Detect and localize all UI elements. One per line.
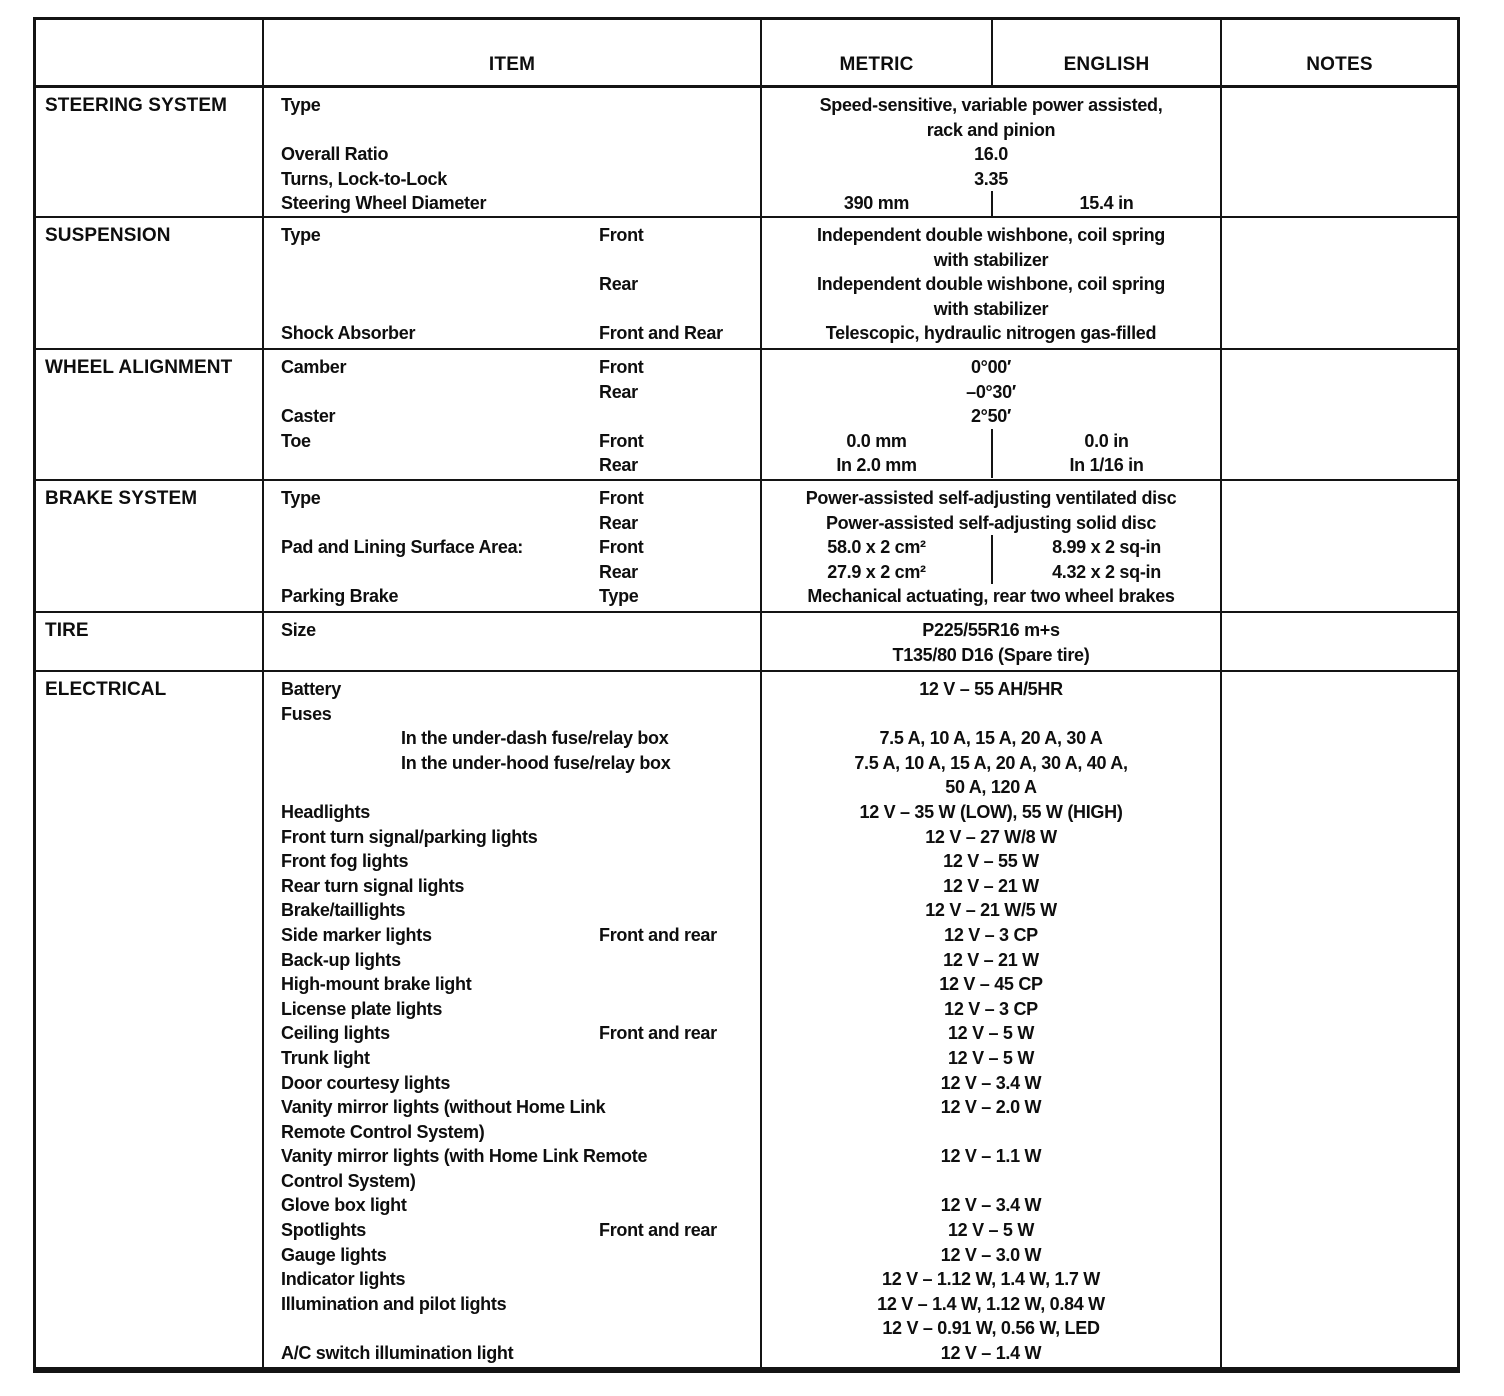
item-column <box>264 613 762 670</box>
spec-value: 12 V – 5 W <box>947 1220 1035 1241</box>
spec-value: 12 V – 5 W <box>947 1047 1035 1068</box>
value-lines <box>762 350 1220 478</box>
spec-value: 12 V – 3.4 W <box>940 1195 1042 1216</box>
item-column <box>264 350 762 479</box>
item-line <box>264 1218 760 1243</box>
item-line <box>264 726 760 751</box>
item-lines <box>264 481 760 609</box>
item-label: Glove box light <box>281 1195 407 1216</box>
spec-value: 16.0 <box>974 144 1008 165</box>
item-line <box>264 923 760 948</box>
values-column <box>762 613 1222 670</box>
section-row-electrical <box>36 672 1457 1367</box>
item-label: Side marker lights <box>281 924 432 945</box>
item-line <box>264 560 760 585</box>
spec-value: 12 V – 1.4 W <box>940 1343 1042 1364</box>
item-line <box>264 118 760 143</box>
item-line <box>264 1267 760 1292</box>
item-position: Front and rear <box>599 1023 717 1044</box>
item-line <box>264 191 760 216</box>
item-line <box>264 1341 760 1366</box>
item-line <box>264 1095 760 1120</box>
item-label: Pad and Lining Surface Area: <box>281 537 523 558</box>
section-label-cell <box>36 672 264 1367</box>
notes-cell <box>1222 350 1457 479</box>
spec-value: 0°00′ <box>970 357 1012 377</box>
item-label: In the under-dash fuse/relay box <box>401 728 669 749</box>
spec-value: –0°30′ <box>966 381 1016 402</box>
item-line <box>264 584 760 609</box>
section-label: SUSPENSION <box>45 225 171 246</box>
item-label: Brake/taillights <box>281 900 406 921</box>
value-lines <box>762 88 1220 216</box>
item-line <box>264 1071 760 1096</box>
spec-table-body <box>36 88 1457 1367</box>
spec-value: 7.5 A, 10 A, 15 A, 20 A, 30 A <box>879 728 1103 749</box>
spec-value: 12 V – 1.4 W, 1.12 W, 0.84 W <box>877 1293 1105 1314</box>
blank-value-line <box>762 702 1220 727</box>
section-label-cell <box>36 218 264 348</box>
item-position: Front <box>599 488 644 508</box>
item-line <box>264 972 760 997</box>
item-column <box>264 218 762 348</box>
values-column <box>762 481 1222 611</box>
metric-value: 58.0 x 2 cm² <box>762 535 993 560</box>
spec-value: Mechanical actuating, rear two wheel brakes <box>807 586 1175 607</box>
spec-value: 12 V – 45 CP <box>939 974 1043 995</box>
item-label: Rear turn signal lights <box>281 875 465 896</box>
english-value: 8.99 x 2 sq-in <box>1052 537 1161 558</box>
spec-value: Independent double wishbone, coil spring <box>816 225 1165 245</box>
metric-value: 0.0 mm <box>762 429 993 454</box>
item-label: Toe <box>281 430 311 451</box>
spec-value: 2°50′ <box>970 406 1012 427</box>
item-label: Caster <box>281 406 336 427</box>
notes-cell <box>1222 218 1457 348</box>
item-line <box>264 997 760 1022</box>
metric-value: In 2.0 mm <box>762 453 993 478</box>
item-line <box>264 453 760 478</box>
values-column <box>762 88 1222 216</box>
notes-cell <box>1222 88 1457 216</box>
item-line <box>264 702 760 727</box>
item-column <box>264 672 762 1367</box>
item-line <box>264 849 760 874</box>
item-label: Size <box>281 620 316 640</box>
item-label: Gauge lights <box>281 1244 387 1265</box>
item-label: Battery <box>281 679 341 699</box>
header-blank-cell <box>36 20 264 85</box>
item-label: Ceiling lights <box>281 1023 390 1044</box>
value-line <box>762 535 1220 560</box>
english-value: In 1/16 in <box>1069 455 1144 476</box>
item-position: Front and rear <box>599 924 717 945</box>
english-value: 4.32 x 2 sq-in <box>1052 561 1161 582</box>
item-label: Type <box>281 488 321 508</box>
spec-value: 12 V – 55 AH/5HR <box>919 679 1063 699</box>
spec-table <box>33 17 1460 1373</box>
item-label: High-mount brake light <box>281 974 472 995</box>
header-values-group <box>762 20 1222 85</box>
item-label: Type <box>281 225 321 245</box>
item-label: A/C switch illumination light <box>281 1343 514 1364</box>
item-label: Indicator lights <box>281 1269 406 1290</box>
item-position: Rear <box>599 512 638 533</box>
item-label: Spotlights <box>281 1220 366 1241</box>
spec-value: 7.5 A, 10 A, 15 A, 20 A, 30 A, 40 A, <box>854 752 1128 773</box>
item-line <box>264 223 760 248</box>
item-label: Parking Brake <box>281 586 399 607</box>
notes-cell <box>1222 672 1457 1367</box>
item-line <box>264 142 760 167</box>
header-english-label: ENGLISH <box>1063 54 1150 75</box>
item-label: Door courtesy lights <box>281 1072 451 1093</box>
section-row-steering-system <box>36 88 1457 218</box>
item-lines <box>264 350 760 478</box>
spec-value: 12 V – 2.0 W <box>940 1097 1042 1118</box>
spec-value: 3.35 <box>974 168 1008 189</box>
item-line <box>264 535 760 560</box>
value-line <box>762 429 1220 454</box>
spec-value: 12 V – 21 W <box>943 875 1039 896</box>
spec-value: Speed-sensitive, variable power assisted, <box>819 95 1163 115</box>
item-line <box>264 1144 760 1169</box>
item-position: Rear <box>599 274 638 295</box>
values-column <box>762 350 1222 479</box>
value-lines <box>762 218 1220 346</box>
item-line <box>264 1120 760 1145</box>
item-line <box>264 429 760 454</box>
item-column <box>264 88 762 216</box>
blank-value-line <box>762 1120 1220 1145</box>
item-line <box>264 948 760 973</box>
item-line <box>264 321 760 346</box>
spec-value: 12 V – 1.1 W <box>940 1146 1042 1167</box>
spec-value: with stabilizer <box>933 249 1049 270</box>
item-line <box>264 93 760 118</box>
item-line <box>264 1193 760 1218</box>
section-row-brake-system <box>36 481 1457 613</box>
item-lines <box>264 218 760 346</box>
value-lines <box>762 613 1220 667</box>
item-line <box>264 404 760 429</box>
spec-value: rack and pinion <box>926 119 1056 140</box>
spec-value: 12 V – 3 CP <box>944 924 1038 945</box>
value-line <box>762 560 1220 585</box>
item-line <box>264 825 760 850</box>
spec-value: 12 V – 5 W <box>947 1023 1035 1044</box>
section-label-cell <box>36 613 264 670</box>
section-label: BRAKE SYSTEM <box>45 488 198 509</box>
item-line <box>264 751 760 776</box>
spec-value: 12 V – 0.91 W, 0.56 W, LED <box>882 1318 1100 1339</box>
spec-value: T135/80 D16 (Spare tire) <box>892 644 1090 665</box>
item-line <box>264 167 760 192</box>
item-line <box>264 800 760 825</box>
item-label: Vanity mirror lights (with Home Link Remote <box>281 1146 648 1167</box>
item-line <box>264 272 760 297</box>
item-line <box>264 486 760 511</box>
item-line <box>264 1169 760 1194</box>
table-header-row <box>36 20 1457 88</box>
item-line <box>264 511 760 536</box>
spec-value: Independent double wishbone, coil spring <box>816 274 1165 295</box>
item-label: Back-up lights <box>281 949 401 970</box>
notes-cell <box>1222 481 1457 611</box>
item-position: Rear <box>599 381 638 402</box>
item-label: Trunk light <box>281 1047 370 1068</box>
item-label: Vanity mirror lights (without Home Link <box>281 1097 606 1118</box>
header-notes-label: NOTES <box>1306 54 1373 75</box>
section-label: WHEEL ALIGNMENT <box>45 357 233 378</box>
spec-value: 12 V – 3 CP <box>944 998 1038 1019</box>
value-lines <box>762 672 1220 1366</box>
spec-value: 12 V – 27 W/8 W <box>925 826 1057 847</box>
item-label: In the under-hood fuse/relay box <box>401 752 671 773</box>
item-label: Control System) <box>281 1170 416 1191</box>
section-label-cell <box>36 88 264 216</box>
item-line <box>264 297 760 322</box>
section-label: STEERING SYSTEM <box>45 95 228 116</box>
item-lines <box>264 88 760 216</box>
spec-value: Telescopic, hydraulic nitrogen gas-filled <box>825 323 1157 344</box>
item-position: Front <box>599 225 644 245</box>
spec-value: Power-assisted self-adjusting solid disc <box>825 512 1157 533</box>
item-line <box>264 643 760 668</box>
item-label: Front fog lights <box>281 851 409 872</box>
blank-value-line <box>762 1169 1220 1194</box>
item-label: Illumination and pilot lights <box>281 1293 507 1314</box>
spec-value: 50 A, 120 A <box>945 777 1037 798</box>
item-line <box>264 618 760 643</box>
item-line <box>264 248 760 273</box>
spec-value: 12 V – 55 W <box>943 851 1039 872</box>
item-label: Overall Ratio <box>281 144 389 165</box>
item-label: Headlights <box>281 801 371 822</box>
item-label: Remote Control System) <box>281 1121 485 1142</box>
section-row-wheel-alignment <box>36 350 1457 481</box>
item-lines <box>264 672 760 1366</box>
item-label: Turns, Lock-to-Lock <box>281 168 447 189</box>
header-item-label: ITEM <box>264 20 762 85</box>
spec-value: with stabilizer <box>933 298 1049 319</box>
section-row-tire <box>36 613 1457 672</box>
spec-value: Power-assisted self-adjusting ventilated disc <box>805 488 1177 508</box>
spec-value: 12 V – 35 W (LOW), 55 W (HIGH) <box>859 801 1123 822</box>
item-label: Shock Absorber <box>281 323 416 344</box>
spec-value: P225/55R16 m+s <box>922 620 1060 640</box>
item-column <box>264 481 762 611</box>
item-line <box>264 380 760 405</box>
header-metric-label: METRIC <box>762 20 993 85</box>
item-line <box>264 1046 760 1071</box>
item-line <box>264 775 760 800</box>
item-line <box>264 1292 760 1317</box>
item-label: License plate lights <box>281 998 443 1019</box>
item-line <box>264 1243 760 1268</box>
spec-value: 12 V – 1.12 W, 1.4 W, 1.7 W <box>881 1269 1100 1290</box>
section-label-cell <box>36 481 264 611</box>
item-label: Front turn signal/parking lights <box>281 826 538 847</box>
metric-value: 27.9 x 2 cm² <box>762 560 993 585</box>
values-column <box>762 218 1222 348</box>
section-label: TIRE <box>45 620 89 641</box>
english-value: 15.4 in <box>1079 193 1134 214</box>
item-line <box>264 898 760 923</box>
value-line <box>762 453 1220 478</box>
spec-value: 12 V – 3.0 W <box>940 1244 1042 1265</box>
item-lines <box>264 613 760 667</box>
item-position: Front <box>599 430 644 451</box>
value-line <box>762 191 1220 216</box>
item-line <box>264 1021 760 1046</box>
item-label: Type <box>281 95 321 115</box>
item-position: Type <box>599 586 639 607</box>
item-line <box>264 355 760 380</box>
notes-cell <box>1222 613 1457 670</box>
metric-value: 390 mm <box>762 191 993 216</box>
item-label: Camber <box>281 357 347 377</box>
item-label: Steering Wheel Diameter <box>281 193 487 214</box>
spec-value: 12 V – 21 W <box>943 949 1039 970</box>
value-lines <box>762 481 1220 609</box>
item-position: Rear <box>599 455 638 476</box>
spec-value: 12 V – 3.4 W <box>940 1072 1042 1093</box>
item-line <box>264 1316 760 1341</box>
item-position: Front <box>599 357 644 377</box>
section-label: ELECTRICAL <box>45 679 167 700</box>
item-position: Front and Rear <box>599 323 723 344</box>
section-label-cell <box>36 350 264 479</box>
spec-value: 12 V – 21 W/5 W <box>925 900 1057 921</box>
item-line <box>264 874 760 899</box>
item-position: Front <box>599 537 644 558</box>
section-row-suspension <box>36 218 1457 350</box>
values-column <box>762 672 1222 1367</box>
item-label: Fuses <box>281 703 332 724</box>
item-line <box>264 677 760 702</box>
item-position: Rear <box>599 561 638 582</box>
item-position: Front and rear <box>599 1220 717 1241</box>
english-value: 0.0 in <box>1084 430 1129 451</box>
